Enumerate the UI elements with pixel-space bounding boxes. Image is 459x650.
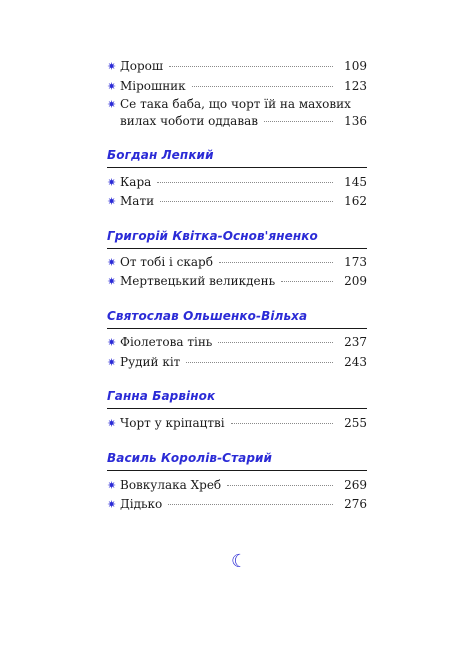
asterisk-star-icon: ✷ — [107, 336, 117, 349]
toc-entry[interactable] — [107, 254, 367, 271]
section-divider — [107, 408, 367, 409]
asterisk-star-icon: ✷ — [107, 60, 117, 73]
section-author-heading: Григорій Квітка-Основ'яненко — [107, 229, 318, 243]
toc-entry[interactable] — [107, 415, 367, 432]
entry-page-number: 237 — [344, 335, 367, 349]
entry-title: Мати — [120, 194, 155, 208]
asterisk-star-icon: ✷ — [107, 356, 117, 369]
dot-leader — [264, 121, 333, 122]
entry-title: Кара — [120, 175, 152, 189]
toc-entry[interactable] — [107, 354, 367, 371]
toc-entry[interactable] — [107, 78, 367, 95]
section-divider — [107, 470, 367, 471]
dot-leader — [231, 423, 333, 424]
entry-page-number: 209 — [344, 274, 367, 288]
entry-page-number: 269 — [344, 478, 367, 492]
asterisk-star-icon: ✷ — [107, 275, 117, 288]
toc-entry[interactable] — [107, 334, 367, 351]
asterisk-star-icon: ✷ — [107, 498, 117, 511]
asterisk-star-icon: ✷ — [107, 98, 117, 111]
section-divider — [107, 167, 367, 168]
section-divider — [107, 328, 367, 329]
dot-leader — [219, 262, 333, 263]
toc-entry[interactable] — [107, 193, 367, 210]
section-author-heading: Святослав Ольшенко-Вільха — [107, 309, 308, 323]
entry-title-line-1: Се така баба, що чорт їй на махових — [120, 97, 351, 111]
dot-leader — [227, 485, 333, 486]
entry-title: Чорт у кріпацтві — [120, 416, 225, 430]
toc-entry[interactable] — [107, 273, 367, 290]
entry-page-number: 162 — [344, 194, 367, 208]
entry-title: Мірошник — [120, 79, 186, 93]
entry-page-number: 109 — [344, 59, 367, 73]
crescent-moon-icon: ☾ — [231, 551, 248, 572]
entry-page-number: 136 — [344, 114, 367, 128]
entry-page-number: 145 — [344, 175, 367, 189]
entry-title-line-2: вилах чоботи оддавав — [120, 114, 258, 128]
asterisk-star-icon: ✷ — [107, 256, 117, 269]
entry-page-number: 276 — [344, 497, 367, 511]
asterisk-star-icon: ✷ — [107, 80, 117, 93]
toc-entry[interactable] — [107, 496, 367, 513]
section-author-heading: Ганна Барвінок — [107, 389, 216, 403]
dot-leader — [281, 281, 333, 282]
asterisk-star-icon: ✷ — [107, 176, 117, 189]
entry-page-number: 243 — [344, 355, 367, 369]
toc-entry[interactable] — [107, 477, 367, 494]
asterisk-star-icon: ✷ — [107, 417, 117, 430]
dot-leader — [168, 504, 333, 505]
entry-title: Дорош — [120, 59, 164, 73]
toc-entry[interactable] — [107, 58, 367, 75]
section-author-heading: Богдан Лепкий — [107, 148, 214, 162]
toc-entry[interactable] — [107, 96, 367, 130]
entry-page-number: 173 — [344, 255, 367, 269]
entry-title: От тобі і скарб — [120, 255, 213, 269]
dot-leader — [186, 362, 333, 363]
section-divider — [107, 248, 367, 249]
dot-leader — [169, 66, 333, 67]
entry-title: Рудий кіт — [120, 355, 181, 369]
entry-title: Дідько — [120, 497, 163, 511]
dot-leader — [192, 86, 333, 87]
entry-page-number: 255 — [344, 416, 367, 430]
dot-leader — [218, 342, 333, 343]
toc-entry[interactable] — [107, 174, 367, 191]
entry-title: Мертвецький великдень — [120, 274, 276, 288]
asterisk-star-icon: ✷ — [107, 195, 117, 208]
dot-leader — [157, 182, 333, 183]
section-author-heading: Василь Королів-Старий — [107, 451, 273, 465]
entry-page-number: 123 — [344, 79, 367, 93]
asterisk-star-icon: ✷ — [107, 479, 117, 492]
entry-title: Фіолетова тінь — [120, 335, 213, 349]
dot-leader — [160, 201, 333, 202]
entry-title: Вовкулака Хреб — [120, 478, 222, 492]
